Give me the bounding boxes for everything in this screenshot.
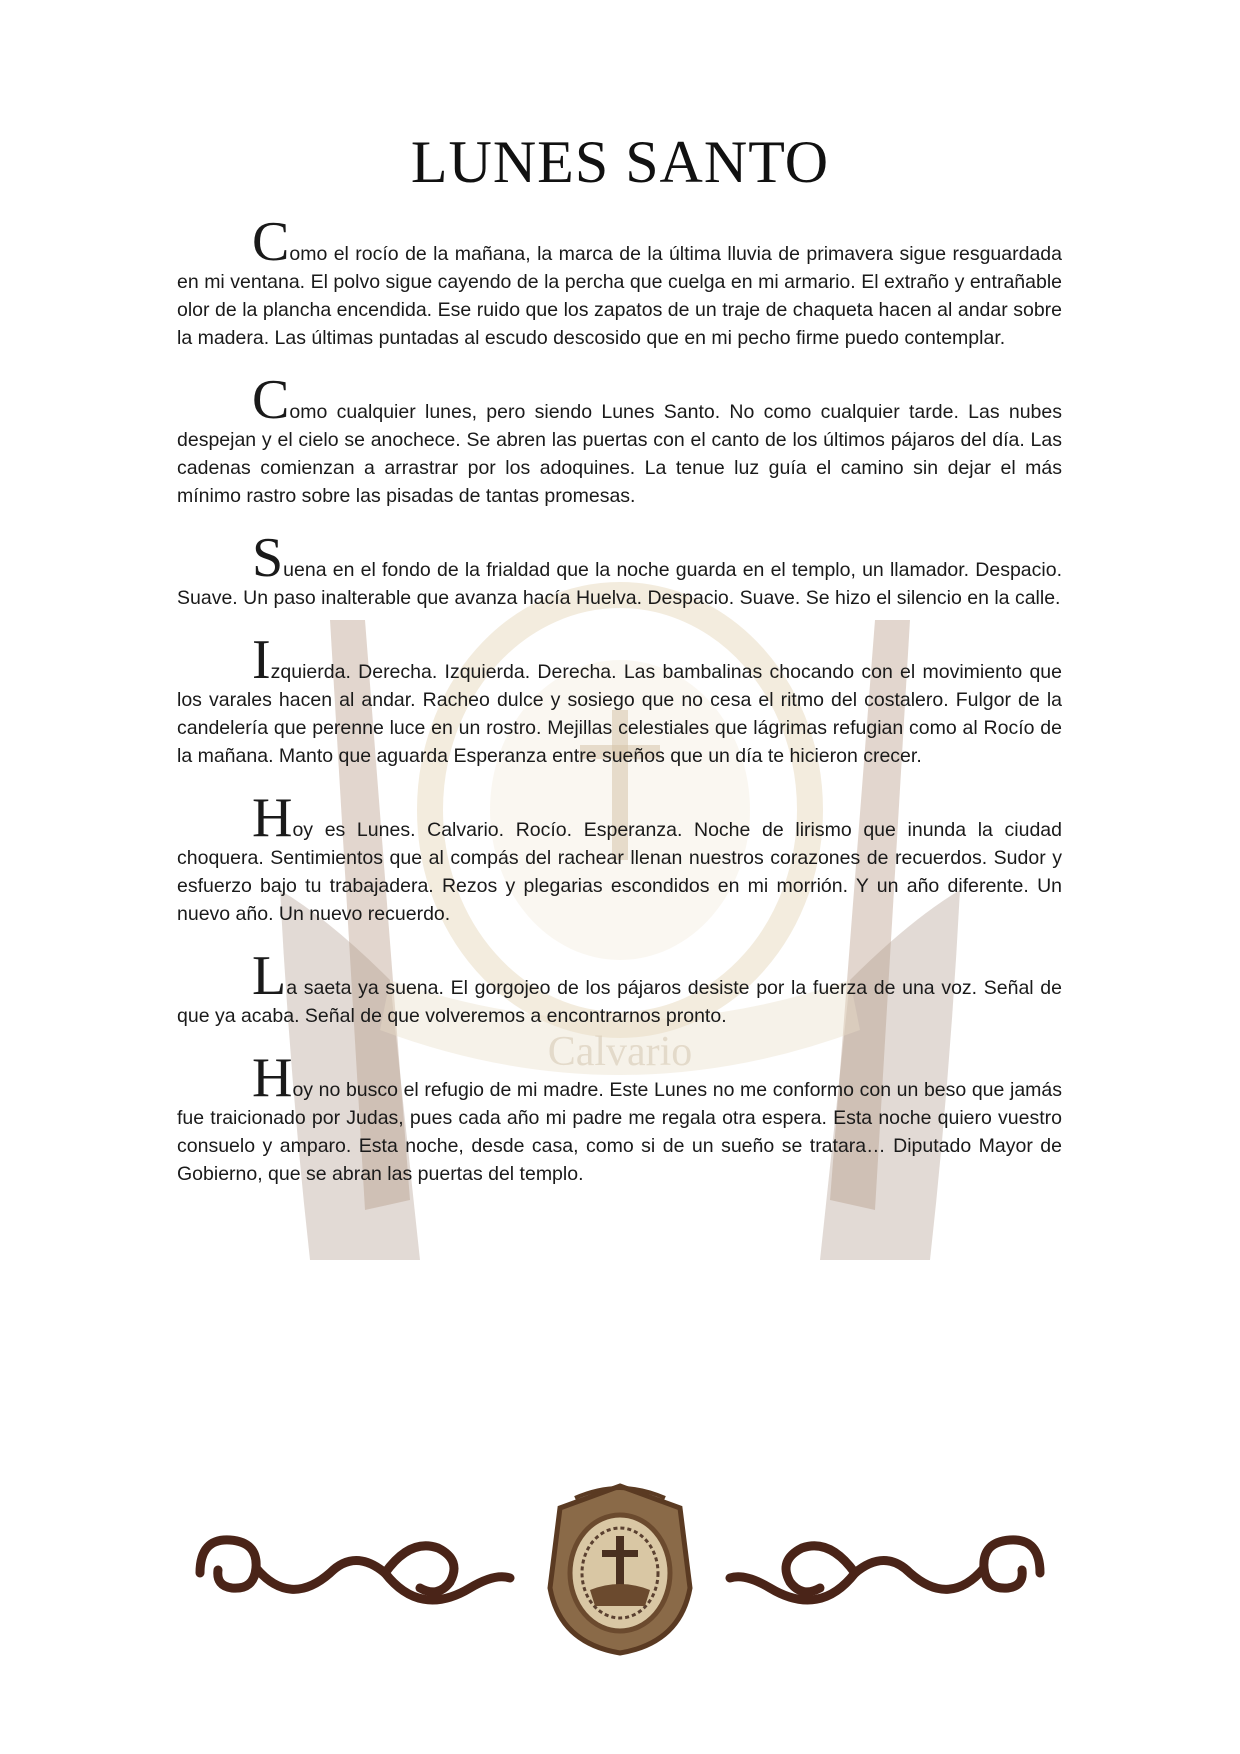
drop-cap: I xyxy=(252,629,271,691)
drop-cap: C xyxy=(252,211,290,273)
drop-cap: L xyxy=(252,945,287,1007)
footer-ornament xyxy=(180,1478,1060,1658)
paragraph xyxy=(177,787,1062,928)
paragraph-text: uena en el fondo de la frialdad que la noche guarda en el templo, un llamador. Despacio. Suave. Un paso inalterable que avanza hacía Huelva. Despacio. Suave. Se hizo el silencio en la calle. xyxy=(177,559,1062,609)
paragraph-text: omo cualquier lunes, pero siendo Lunes Santo. No como cualquier tarde. Las nubes despejan y el cielo se anochece. Se abren las puertas con el canto de los últimos pájaros del día. Las cadenas comienzan a arrastrar por los adoquines. La tenue luz guía el camino sin dejar el más mínimo rastro sobre las pisadas de tantas promesas. xyxy=(177,401,1062,507)
paragraph xyxy=(177,211,1062,352)
paragraph-text: omo el rocío de la mañana, la marca de la última lluvia de primavera sigue resguardada en mi ventana. El polvo sigue cayendo de la percha que cuelga en mi armario. El extraño y entrañable olor de la plancha encendida. Ese ruido que los zapatos de un traje de chaqueta hacen al andar sobre la madera. Las últimas puntadas al escudo descosido que en mi pecho firme puedo contemplar. xyxy=(177,243,1062,349)
drop-cap: H xyxy=(252,787,293,849)
paragraph xyxy=(177,629,1062,770)
drop-cap: H xyxy=(252,1047,293,1109)
paragraph xyxy=(177,527,1062,612)
paragraph xyxy=(177,369,1062,510)
paragraph xyxy=(177,945,1062,1030)
body-text xyxy=(177,211,1062,1222)
paragraph-text: oy no busco el refugio de mi madre. Este Lunes no me conformo con un beso que jamás fue traicionado por Judas, pues cada año mi padre me regala otra espera. Esta noche quiero vuestro consuelo y amparo. Esta noche, desde casa, como si de un sueño se tratara… Diputado Mayor de Gobierno, que se abran las puertas del templo. xyxy=(177,1079,1062,1185)
paragraph-text: oy es Lunes. Calvario. Rocío. Esperanza. Noche de lirismo que inunda la ciudad choquera. Sentimientos que al compás del rachear llenan nuestros corazones de recuerdos. Sudor y esfuerzo bajo tu trabajadera. Rezos y plegarias escondidos en mi morrión. Y un año diferente. Un nuevo año. Un nuevo recuerdo. xyxy=(177,819,1062,925)
page-title: LUNES SANTO xyxy=(410,129,830,195)
paragraph-text: zquierda. Derecha. Izquierda. Derecha. Las bambalinas chocando con el movimiento que los varales hacen al andar. Racheo dulce y sosiego que no cesa el ritmo del costalero. Fulgor de la candelería que perenne luce en un rostro. Mejillas celestiales que lágrimas refugian como al Rocío de la mañana. Manto que aguarda Esperanza entre sueños que un día te hicieron crecer. xyxy=(177,661,1062,767)
paragraph-text: a saeta ya suena. El gorgojeo de los pájaros desiste por la fuerza de una voz. Señal de que ya acaba. Señal de que volveremos a encontrarnos pronto. xyxy=(177,977,1062,1027)
watermark-label: Calvario xyxy=(547,1029,693,1075)
drop-cap: C xyxy=(252,369,290,431)
drop-cap: S xyxy=(252,527,284,589)
